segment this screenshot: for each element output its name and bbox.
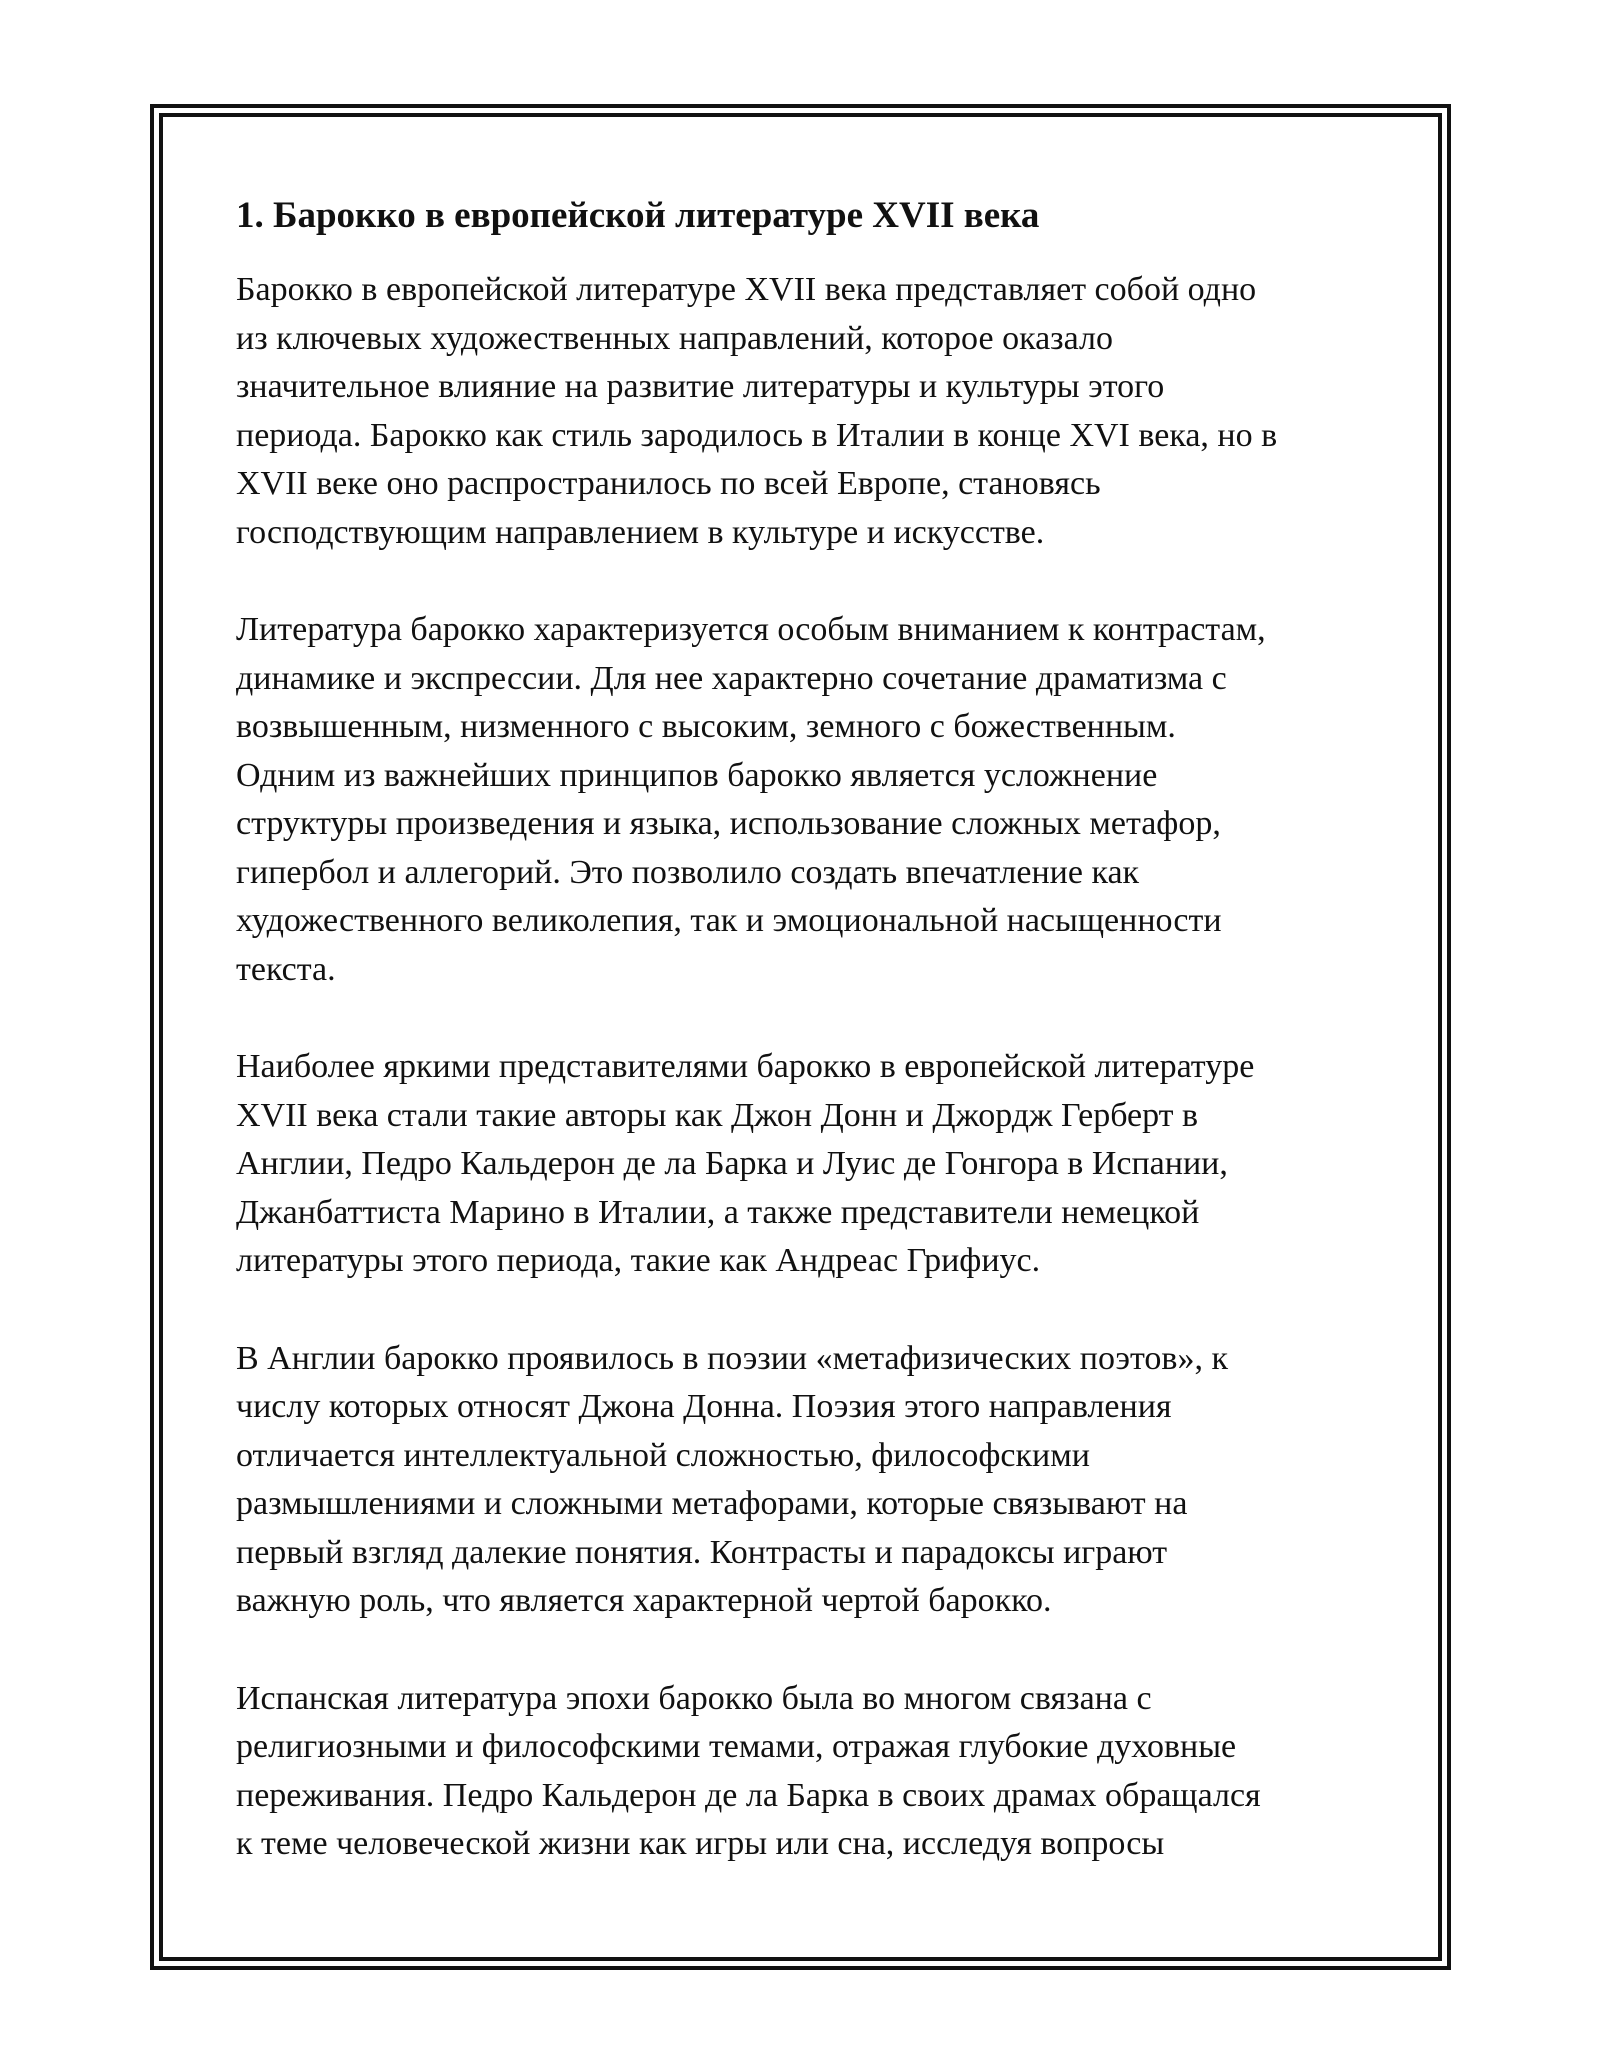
- text-line: Наиболее яркими представителями барокко в европейской литературе: [236, 1048, 1255, 1085]
- text-line: художественного великолепия, так и эмоциональной насыщенности: [236, 902, 1222, 939]
- text-line: размышлениями и сложными метафорами, которые связывают на: [236, 1485, 1188, 1522]
- text-line: XVII века стали такие авторы как Джон Донн и Джордж Герберт в: [236, 1096, 1199, 1134]
- text-line: Англии, Педро Кальдерон де ла Барка и Луис де Гонгора в Испании,: [236, 1145, 1228, 1182]
- text-line: из ключевых художественных направлений, которое оказало: [236, 319, 1113, 357]
- paragraph: [236, 1335, 1386, 1626]
- paragraph: [236, 266, 1386, 557]
- text-line: отличается интеллектуальной сложностью, философскими: [236, 1436, 1090, 1474]
- section-heading: 1. Барокко в европейской литературе XVII века: [236, 195, 1040, 236]
- text-line: к теме человеческой жизни как игры или сна, исследуя вопросы: [236, 1825, 1165, 1862]
- paragraph: [236, 1675, 1386, 1869]
- text-line: гипербол и аллегорий. Это позволило создать впечатление как: [236, 853, 1140, 891]
- text-line: возвышенным, низменного с высоким, земного с божественным.: [236, 708, 1176, 745]
- text-line: числу которых относят Джона Донна. Поэзия этого направления: [236, 1388, 1172, 1425]
- text-line: значительное влияние на развитие литературы и культуры этого: [236, 368, 1165, 405]
- text-line: Одним из важнейших принципов барокко является усложнение: [236, 756, 1158, 794]
- paragraph: [236, 1043, 1386, 1286]
- text-line: религиозными и философскими темами, отражая глубокие духовные: [236, 1728, 1237, 1765]
- document-body: [236, 188, 1386, 1918]
- text-line: динамике и экспрессии. Для нее характерно сочетание драматизма с: [236, 659, 1227, 697]
- text-line: литературы этого периода, такие как Андреас Грифиус.: [236, 1242, 1041, 1279]
- text-line: господствующим направлением в культуре и искусстве.: [236, 513, 1045, 551]
- text-line: В Англии барокко проявилось в поэзии «метафизических поэтов», к: [236, 1339, 1228, 1377]
- text-line: текста.: [236, 950, 336, 988]
- text-line: XVII веке оно распространилось по всей Европе, становясь: [236, 465, 1101, 502]
- paragraph: [236, 606, 1386, 994]
- text-line: Барокко в европейской литературе XVII века представляет собой одно: [236, 271, 1257, 308]
- text-line: Испанская литература эпохи барокко была во многом связана с: [236, 1679, 1152, 1717]
- text-line: первый взгляд далекие понятия. Контрасты и парадоксы играют: [236, 1533, 1168, 1571]
- text-line: Джанбаттиста Марино в Италии, а также представители немецкой: [236, 1193, 1200, 1231]
- text-line: периода. Барокко как стиль зародилось в Италии в конце XVI века, но в: [236, 416, 1278, 454]
- text-line: Литература барокко характеризуется особым вниманием к контрастам,: [236, 611, 1266, 648]
- text-line: структуры произведения и языка, использование сложных метафор,: [236, 805, 1221, 842]
- text-line: переживания. Педро Кальдерон де ла Барка в своих драмах обращался: [236, 1776, 1261, 1814]
- paragraphs: [236, 266, 1386, 1869]
- text-line: важную роль, что является характерной чертой барокко.: [236, 1582, 1052, 1619]
